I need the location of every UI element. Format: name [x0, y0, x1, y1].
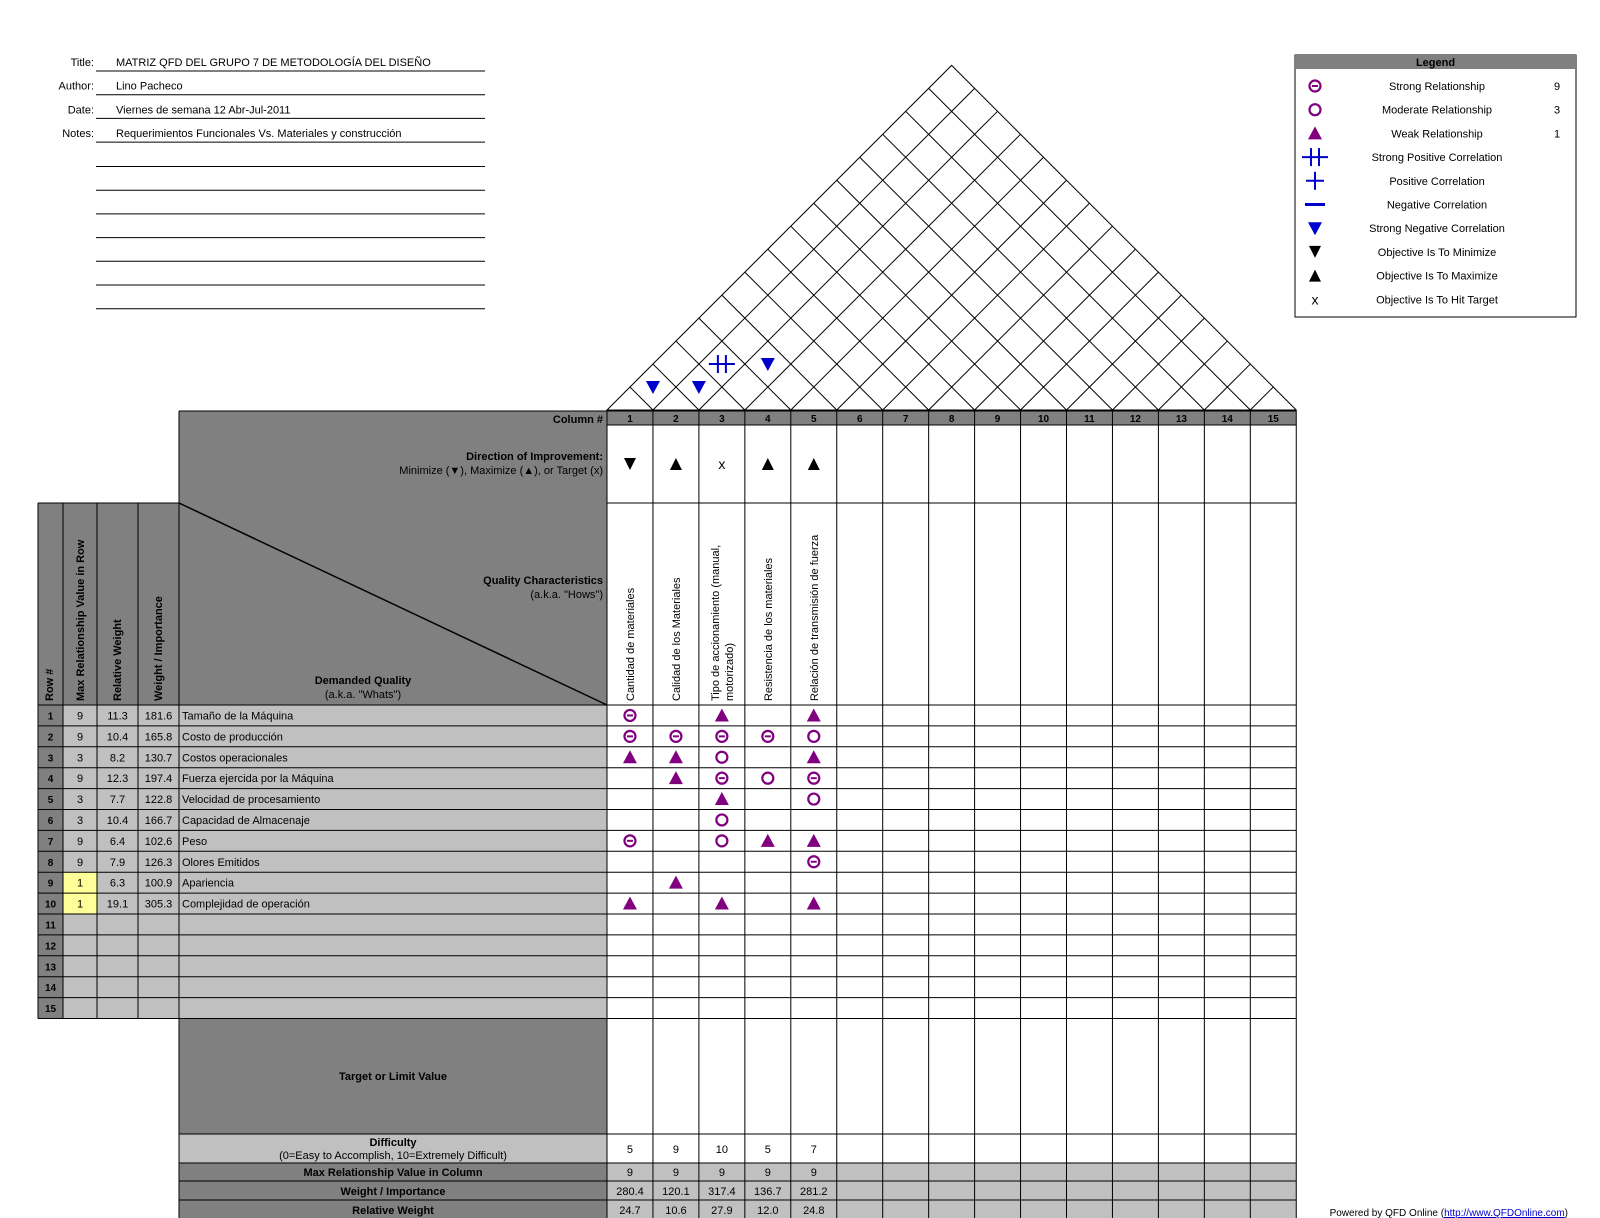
max-relationship-value: 3	[76, 752, 84, 765]
relative-weight-cell	[97, 998, 138, 1019]
column-weight-value: 136.7	[754, 1186, 782, 1198]
weight-value: 166.7	[144, 814, 173, 827]
row-number: 5	[47, 795, 54, 807]
column-number: 9	[994, 414, 1001, 425]
relationship-weak-icon	[715, 708, 729, 721]
column-weight-value: 281.2	[800, 1186, 828, 1198]
demanded-quality-text: Velocidad de procesamiento	[182, 794, 321, 807]
row-number-header: Row #	[44, 668, 56, 701]
row-number: 14	[44, 983, 57, 995]
weight-value: 102.6	[144, 835, 173, 848]
quality-characteristic: Calidad de los Materiales	[670, 577, 683, 701]
relationship-weak-icon	[807, 750, 821, 763]
demanded-quality-cell	[179, 830, 607, 851]
row-number: 10	[44, 899, 57, 911]
relative-weight-value: 12.3	[106, 773, 129, 786]
column-number: 11	[1084, 414, 1095, 425]
max-relationship-value: 3	[76, 794, 84, 807]
weight-cell	[138, 977, 179, 998]
demanded-quality-text: Tamaño de la Máquina	[182, 710, 294, 723]
column-relative-weight-value: 27.9	[711, 1205, 733, 1217]
relationship-weak-icon	[761, 834, 775, 847]
relative-weight-value: 6.4	[109, 835, 126, 848]
column-number: 13	[1175, 414, 1187, 425]
max-relationship-cell	[63, 956, 97, 977]
weight-importance-bottom-label: Weight / Importance	[340, 1186, 446, 1198]
legend-label: Strong Positive Correlation	[1371, 152, 1503, 165]
quality-characteristic: motorizado)	[723, 642, 736, 701]
relative-weight-value: 10.4	[106, 814, 129, 827]
column-relative-weight-value: 24.7	[619, 1205, 641, 1217]
max-relationship-value: 9	[76, 710, 84, 723]
weight-cell	[138, 956, 179, 977]
row-number: 9	[47, 878, 54, 890]
direction-max-icon	[762, 458, 774, 470]
demanded-quality-subtitle: (a.k.a. "Whats")	[324, 689, 402, 701]
relationship-moderate-icon	[808, 794, 819, 805]
relative-weight-value: 8.2	[109, 752, 126, 765]
column-number: 10	[1037, 414, 1050, 425]
row-number: 7	[47, 836, 54, 848]
row-number: 4	[47, 774, 54, 786]
column-number: 8	[948, 414, 955, 425]
column-weight-value: 317.4	[708, 1186, 736, 1198]
relationship-moderate-icon	[716, 814, 727, 825]
legend-label: Negative Correlation	[1386, 199, 1488, 212]
header-label: Author:	[58, 80, 94, 93]
relative-weight-value: 10.4	[106, 731, 129, 744]
relationship-strong-icon	[624, 710, 635, 721]
relationship-strong-icon	[808, 773, 819, 784]
max-relationship-value: 9	[76, 856, 84, 869]
footer-link[interactable]: http://www.QFDOnline.com	[1444, 1208, 1565, 1218]
quality-characteristic: Cantidad de materiales	[624, 587, 637, 701]
weight-cell	[138, 914, 179, 935]
weight-value: 181.6	[144, 710, 173, 723]
legend-label: Objective Is To Maximize	[1376, 270, 1498, 283]
max-relationship-column-value: 9	[672, 1167, 679, 1179]
legend-label: Moderate Relationship	[1381, 104, 1493, 117]
demanded-quality-title: Demanded Quality	[314, 675, 412, 687]
direction-title: Direction of Improvement:	[466, 451, 603, 463]
difficulty-value: 5	[626, 1144, 634, 1156]
legend-label: Strong Relationship	[1388, 81, 1486, 93]
column-number: 2	[673, 414, 679, 425]
max-relationship-row-header: Max Relationship Value in Row	[75, 539, 87, 701]
relationship-weak-icon	[623, 897, 637, 910]
max-relationship-cell	[63, 998, 97, 1019]
quality-characteristic: Relación de transmisión de fuerza	[808, 534, 821, 701]
legend-label: Strong Negative Correlation	[1369, 223, 1505, 236]
demanded-quality-text: Costo de producción	[182, 731, 283, 744]
header-value: Viernes de semana 12 Abr-Jul-2011	[116, 104, 291, 117]
row-number: 6	[47, 815, 54, 827]
demanded-quality-text: Capacidad de Almacenaje	[182, 814, 310, 827]
legend-label: Objective Is To Hit Target	[1376, 294, 1498, 307]
difficulty-value: 10	[715, 1144, 728, 1156]
direction-subtitle: Minimize (▼), Maximize (▲), or Target (x)	[399, 465, 603, 477]
footer-credit: Powered by QFD Online (http://www.QFDOnline.com)	[1329, 1208, 1568, 1218]
relationship-weak-icon	[623, 750, 637, 763]
demanded-quality-cell	[179, 872, 607, 893]
difficulty-subtitle: (0=Easy to Accomplish, 10=Extremely Difficult)	[279, 1150, 507, 1162]
column-number: 3	[719, 414, 725, 425]
legend-value: 1	[1553, 128, 1561, 141]
relationship-weak-icon	[715, 792, 729, 805]
weight-value: 122.8	[144, 794, 173, 807]
max-relationship-column-label: Max Relationship Value in Column	[303, 1167, 483, 1179]
header-label: Notes:	[62, 128, 94, 141]
column-number: 6	[856, 414, 863, 425]
weight-value: 197.4	[144, 773, 173, 786]
relationship-weak-icon	[807, 897, 821, 910]
max-relationship-column-value: 9	[718, 1167, 725, 1179]
relative-weight-cell	[97, 956, 138, 977]
relationship-weak-icon	[715, 897, 729, 910]
max-relationship-cell	[63, 935, 97, 956]
header-value: Requerimientos Funcionales Vs. Materiales y construcción	[116, 128, 402, 141]
demanded-quality-text: Apariencia	[182, 877, 234, 890]
relationship-moderate-icon	[808, 731, 819, 742]
row-number: 12	[44, 941, 57, 953]
demanded-quality-text: Peso	[182, 835, 208, 848]
row-number: 3	[47, 753, 54, 765]
relationship-weak-icon	[669, 750, 683, 763]
max-relationship-value: 1	[76, 877, 84, 890]
relationship-strong-icon	[716, 731, 727, 742]
target-limit-label: Target or Limit Value	[339, 1071, 447, 1083]
column-number: 7	[902, 414, 909, 425]
legend-symbol-target-icon	[1312, 291, 1319, 307]
relationship-strong-icon	[808, 856, 819, 867]
column-weight-value: 120.1	[662, 1186, 690, 1198]
max-relationship-cell	[63, 977, 97, 998]
weight-value: 305.3	[144, 898, 173, 911]
max-relationship-column-value: 9	[810, 1167, 817, 1179]
relative-weight-header: Relative Weight	[112, 619, 124, 701]
relationship-weak-icon	[669, 876, 683, 889]
demanded-quality-cell	[179, 914, 607, 935]
column-relative-weight-value: 10.6	[665, 1205, 687, 1217]
relationship-moderate-icon	[716, 835, 727, 846]
legend-label: Weak Relationship	[1391, 128, 1483, 141]
header-label: Date:	[67, 104, 94, 117]
quality-characteristic: Resistencia de los materiales	[762, 557, 775, 701]
relationship-moderate-icon	[716, 752, 727, 763]
column-number-label: Column #	[552, 414, 603, 426]
row-number: 1	[47, 711, 54, 723]
direction-max-icon	[670, 458, 682, 470]
header-label: Title:	[70, 57, 94, 69]
difficulty-value: 9	[672, 1144, 679, 1156]
relationship-strong-icon	[670, 731, 681, 742]
relative-weight-value: 7.7	[109, 794, 126, 807]
demanded-quality-text: Complejidad de operación	[182, 898, 310, 911]
header-value: Lino Pacheco	[116, 80, 183, 93]
max-relationship-value: 3	[76, 814, 84, 827]
row-number: 2	[47, 732, 54, 744]
column-number: 1	[627, 414, 633, 425]
weight-value: 165.8	[144, 731, 173, 744]
relative-weight-cell	[97, 914, 138, 935]
legend-value: 3	[1553, 104, 1561, 117]
legend-label: Objective Is To Minimize	[1377, 246, 1497, 259]
legend-label: Positive Correlation	[1389, 175, 1485, 188]
relative-weight-value: 7.9	[109, 856, 126, 869]
header-value: MATRIZ QFD DEL GRUPO 7 DE METODOLOGÍA DEL DISEÑO	[116, 57, 431, 69]
relationship-weak-icon	[807, 708, 821, 721]
max-relationship-column-value: 9	[764, 1167, 771, 1179]
demanded-quality-cell	[179, 998, 607, 1019]
relationship-strong-icon	[624, 731, 635, 742]
row-number: 13	[44, 962, 57, 974]
quality-characteristics-title: Quality Characteristics	[483, 575, 603, 587]
legend-value: 9	[1553, 81, 1561, 93]
direction-target-icon	[718, 456, 725, 472]
row-number: 15	[44, 1004, 57, 1016]
quality-characteristic: Tipo de accionamiento (manual,	[709, 544, 722, 701]
demanded-quality-cell	[179, 935, 607, 956]
max-relationship-value: 1	[76, 898, 84, 911]
quality-characteristics-subtitle: (a.k.a. "Hows")	[530, 589, 603, 601]
column-number: 12	[1129, 414, 1141, 425]
column-weight-value: 280.4	[616, 1186, 644, 1198]
weight-value: 130.7	[144, 752, 173, 765]
column-number: 4	[765, 414, 771, 425]
relative-weight-bottom-label: Relative Weight	[352, 1205, 434, 1217]
relative-weight-cell	[97, 935, 138, 956]
demanded-quality-text: Costos operacionales	[182, 752, 288, 765]
weight-cell	[138, 998, 179, 1019]
relationship-strong-icon	[624, 835, 635, 846]
max-relationship-cell	[63, 914, 97, 935]
column-number: 14	[1221, 414, 1233, 425]
row-number: 8	[47, 857, 54, 869]
relationship-strong-icon	[762, 731, 773, 742]
relative-weight-cell	[97, 977, 138, 998]
relative-weight-value: 19.1	[106, 898, 129, 911]
relationship-weak-icon	[807, 834, 821, 847]
demanded-quality-cell	[179, 956, 607, 977]
svg-text:x: x	[718, 456, 726, 472]
column-relative-weight-value: 12.0	[757, 1205, 779, 1217]
relationship-strong-icon	[716, 773, 727, 784]
max-relationship-value: 9	[76, 835, 84, 848]
difficulty-title: Difficulty	[369, 1137, 417, 1149]
relationship-weak-icon	[669, 771, 683, 784]
difficulty-value: 7	[810, 1144, 817, 1156]
roof-outline	[607, 65, 1296, 410]
column-number: 5	[810, 414, 817, 425]
weight-cell	[138, 935, 179, 956]
column-relative-weight-value: 24.8	[803, 1205, 825, 1217]
difficulty-value: 5	[764, 1144, 771, 1156]
column-number: 15	[1267, 414, 1279, 425]
demanded-quality-text: Fuerza ejercida por la Máquina	[182, 773, 334, 786]
weight-value: 100.9	[144, 877, 173, 890]
row-number: 11	[45, 920, 56, 932]
max-relationship-column-value: 9	[626, 1167, 634, 1179]
direction-max-icon	[808, 458, 820, 470]
direction-min-icon	[624, 458, 636, 470]
demanded-quality-text: Olores Emitidos	[182, 856, 260, 869]
relative-weight-value: 6.3	[109, 877, 126, 890]
svg-text:x: x	[1311, 291, 1319, 308]
weight-importance-header: Weight / Importance	[153, 596, 165, 701]
relationship-moderate-icon	[762, 773, 773, 784]
relative-weight-value: 11.3	[107, 710, 128, 723]
max-relationship-value: 9	[76, 773, 84, 786]
demanded-quality-cell	[179, 977, 607, 998]
legend-title: Legend	[1415, 57, 1456, 69]
max-relationship-value: 9	[76, 731, 84, 744]
weight-value: 126.3	[144, 856, 173, 869]
